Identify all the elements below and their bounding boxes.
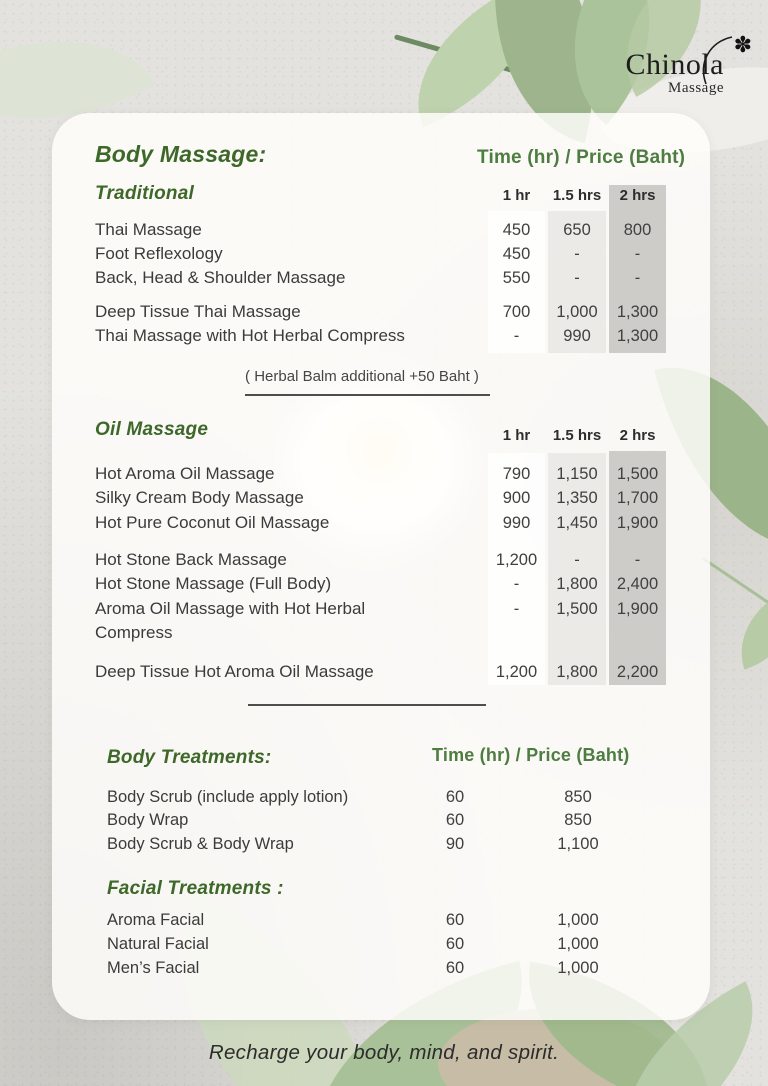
price-cell: 450 xyxy=(502,221,531,239)
menu-item-row xyxy=(52,908,710,932)
price-cell: 1,000 xyxy=(557,911,599,929)
brand-logo xyxy=(612,32,752,96)
menu-item-row xyxy=(52,548,710,572)
item-name: Hot Stone Massage (Full Body) xyxy=(95,574,332,593)
item-name: Men’s Facial xyxy=(107,959,200,977)
item-name: Foot Reflexology xyxy=(95,244,223,263)
menu-item-row xyxy=(52,242,710,266)
price-cell: 790 xyxy=(502,465,531,483)
price-cell: - xyxy=(574,269,580,287)
menu-card xyxy=(52,113,710,1020)
brand-name: Chinola xyxy=(625,48,724,81)
price-cell: 1,200 xyxy=(495,551,538,569)
section-divider xyxy=(245,394,490,396)
price-cell: - xyxy=(513,327,520,345)
menu-item-row xyxy=(52,808,710,832)
item-name: Body Wrap xyxy=(107,811,189,829)
column-header-1hr: 1 hr xyxy=(502,187,531,204)
body-treatments-title: Body Treatments: xyxy=(107,747,272,768)
time-cell: 60 xyxy=(445,811,465,829)
menu-item-row xyxy=(52,660,710,684)
leaf-decoration xyxy=(725,588,768,669)
price-cell: 2,200 xyxy=(616,663,659,681)
price-cell: 1,150 xyxy=(556,465,598,483)
price-cell: - xyxy=(634,551,641,569)
column-header-1hr: 1 hr xyxy=(502,427,531,444)
herbal-balm-note: ( Herbal Balm additional +50 Baht ) xyxy=(245,368,479,385)
tagline: Recharge your body, mind, and spirit. xyxy=(208,1041,560,1064)
menu-item-row xyxy=(52,462,710,486)
section-divider xyxy=(248,704,486,706)
price-cell: 1,900 xyxy=(616,514,659,532)
item-name: Body Scrub (include apply lotion) xyxy=(107,788,349,806)
item-name: Body Scrub & Body Wrap xyxy=(107,835,294,853)
menu-item-row xyxy=(52,572,710,596)
price-cell: 990 xyxy=(502,514,531,532)
price-cell: 850 xyxy=(564,811,592,829)
time-price-header: Time (hr) / Price (Baht) xyxy=(432,745,630,765)
column-header-2hrs: 2 hrs xyxy=(619,187,656,204)
price-cell: 1,300 xyxy=(616,303,659,321)
price-cell: 450 xyxy=(502,245,531,263)
menu-item-row xyxy=(52,324,710,348)
price-cell: 1,350 xyxy=(556,489,598,507)
price-cell: 1,000 xyxy=(557,959,599,977)
menu-item-row xyxy=(52,932,710,956)
column-header-2hrs: 2 hrs xyxy=(619,427,656,444)
price-cell: 2,400 xyxy=(616,575,659,593)
price-cell: 990 xyxy=(563,327,591,345)
traditional-title: Traditional xyxy=(95,183,194,204)
column-header-1-5hrs: 1.5 hrs xyxy=(552,427,602,444)
item-name: Thai Massage xyxy=(95,220,202,239)
price-cell: - xyxy=(513,600,520,618)
price-cell: 850 xyxy=(564,788,592,806)
item-name: Hot Aroma Oil Massage xyxy=(95,464,275,483)
price-cell: - xyxy=(634,245,641,263)
brand-subtitle: Massage xyxy=(668,80,724,96)
price-cell: 550 xyxy=(502,269,531,287)
price-cell: 1,300 xyxy=(616,327,659,345)
price-cell: 1,800 xyxy=(556,575,598,593)
price-cell: 1,700 xyxy=(616,489,659,507)
menu-item-row xyxy=(52,486,710,510)
price-cell: - xyxy=(513,575,520,593)
facial-treatments-title: Facial Treatments : xyxy=(107,878,284,899)
price-cell: 1,800 xyxy=(556,663,598,681)
column-header-1-5hrs: 1.5 hrs xyxy=(552,187,602,204)
price-cell: 1,100 xyxy=(557,835,599,853)
price-cell: 1,500 xyxy=(616,465,659,483)
item-name: Deep Tissue Thai Massage xyxy=(95,302,301,321)
price-cell: - xyxy=(574,245,580,263)
item-name: Hot Pure Coconut Oil Massage xyxy=(95,513,330,532)
item-name: Deep Tissue Hot Aroma Oil Massage xyxy=(95,662,374,681)
price-cell: - xyxy=(574,551,580,569)
item-name: Back, Head & Shoulder Massage xyxy=(95,268,346,287)
price-cell: - xyxy=(634,269,641,287)
flower-icon: ✽ xyxy=(733,32,752,57)
menu-item-row xyxy=(52,956,710,980)
menu-item-row xyxy=(52,300,710,324)
time-cell: 60 xyxy=(445,935,465,953)
price-cell: 1,000 xyxy=(557,935,599,953)
price-cell: 1,000 xyxy=(556,303,598,321)
price-cell: 900 xyxy=(502,489,531,507)
item-name: Silky Cream Body Massage xyxy=(95,488,304,507)
time-cell: 60 xyxy=(445,788,465,806)
item-name: Aroma Facial xyxy=(107,911,205,929)
price-cell: 800 xyxy=(623,221,652,239)
item-name: Hot Stone Back Massage xyxy=(95,550,287,569)
menu-item-row xyxy=(52,597,710,645)
time-cell: 60 xyxy=(445,911,465,929)
body-massage-title: Body Massage: xyxy=(95,141,267,167)
time-cell: 90 xyxy=(445,835,465,853)
menu-item-row xyxy=(52,832,710,856)
logo-swash-icon xyxy=(694,34,736,86)
price-cell: 1,450 xyxy=(556,514,598,532)
time-cell: 60 xyxy=(445,959,465,977)
price-cell: 1,900 xyxy=(616,600,659,618)
item-name: Thai Massage with Hot Herbal Compress xyxy=(95,326,405,345)
time-price-header: Time (hr) / Price (Baht) xyxy=(477,147,686,168)
menu-item-row xyxy=(52,218,710,242)
price-cell: 700 xyxy=(502,303,531,321)
item-name: Aroma Oil Massage with Hot Herbal Compress xyxy=(95,599,366,642)
price-cell: 650 xyxy=(563,221,591,239)
price-cell: 1,200 xyxy=(495,663,538,681)
menu-item-row xyxy=(52,266,710,290)
oil-massage-title: Oil Massage xyxy=(95,419,209,440)
menu-item-row xyxy=(52,511,710,535)
item-name: Natural Facial xyxy=(107,935,209,953)
price-cell: 1,500 xyxy=(556,600,598,618)
menu-item-row xyxy=(52,785,710,809)
